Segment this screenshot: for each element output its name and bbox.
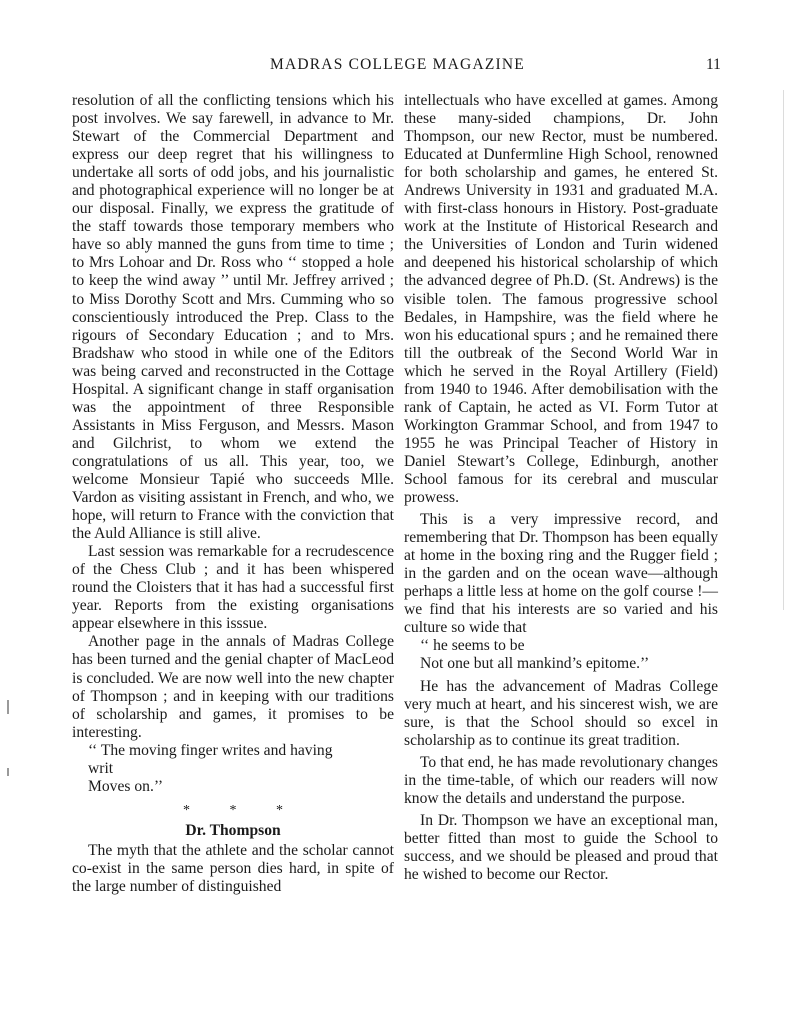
scan-edge [783,90,784,610]
verse-quotation [404,637,718,673]
paragraph-conclusion: In Dr. Thompson we have an exceptional man, better fitted than most to guide the School to success, and we should be pleased and proud that he wished to become our Rector. [404,811,718,883]
verse-line: writ [88,759,114,777]
paragraph-biography: intellectuals who have excelled at games. Among these many-sided champions, Dr. John Thompson, our new Rector, must be numbered. Educated at Dunfermline High School, renowned for both scholarship and games, he entered St. Andrews University in 1931 and graduated M.A. with first-class honours in History. Post-graduate work at the Institute of Historical Research and the Universities of London and Turin widened and deepened his historical scholarship of which the advanced degree of Ph.D. (St. Andrews) is the visible tolen. The famous progressive school Bedales, in Hampshire, was the field where he won his educational spurs ; and he remained there till the outbreak of the Second World War in which he served in the Royal Artillery (Field) from 1940 to 1946. After demobilisation with the rank of Captain, he acted as VI. Form Tutor at Workington Grammar School, and from 1947 to 1955 he was Principal Teacher of History in Daniel Stewart’s College, Edinburgh, another School famous for its cerebral and muscular prowess. [404,92,718,507]
running-header [0,56,800,80]
scan-mark [7,768,9,776]
magazine-title: MADRAS COLLEGE MAGAZINE [270,56,525,73]
paragraph-advancement: He has the advancement of Madras College very much at heart, and his sincerest wish, we are sure, is that the School should so excel in scholarship as to continue its great tradition. [404,677,718,749]
page-number: 11 [706,56,721,73]
right-column [404,92,718,884]
scan-mark [7,700,9,714]
verse-line: ‘‘ he seems to be [420,637,525,655]
paragraph-new-chapter: Another page in the annals of Madras College has been turned and the genial chapter of MacLeod is concluded. We are now well into the new chapter of Thompson ; and in keeping with our traditions of scholarship and games, it promises to be interesting. [72,633,394,741]
paragraph-record: This is a very impressive record, and remembering that Dr. Thompson has been equally at home in the boxing ring and the Rugger field ; in the garden and on the ocean wave—although perhaps a little less at home on the golf course !—we find that his interests are so varied and his culture so wide that [404,511,718,637]
section-divider: * * * [183,802,301,818]
left-column [72,92,394,896]
paragraph-staff-changes: resolution of all the conflicting tensions which his post involves. We say farewell, in advance to Mr. Stewart of the Commercial Department and express our deep regret that his willingness to undertake all sorts of odd jobs, and his journalistic and photographical experience will no longer be at our disposal. Finally, we express the gratitude of the staff towards those temporary members who have so ably manned the guns from time to time ; to Mrs Lohoar and Dr. Ross who ‘‘ stopped a hole to keep the wind away ’’ until Mr. Jeffrey arrived ; to Miss Dorothy Scott and Mrs. Cumming who so conscientiously introduced the Prep. Class to the rigours of Secondary Education ; and to Mrs. Bradshaw who stood in while one of the Editors was being carved and reconstructed in the Cottage Hospital. A significant change in staff organisation was the appointment of three Responsible Assistants in Miss Ferguson, and Messrs. Mason and Gilchrist, to whom we extend the congratulations of us all. This year, too, we welcome Monsieur Tapié who succeeds Mlle. Vardon as visiting assistant in French, and who, we hope, will return to France with the conviction that the Auld Alliance is still alive. [72,92,394,543]
verse-quotation [72,742,394,796]
verse-line: Not one but all mankind’s epitome.’’ [420,655,650,673]
paragraph-chess-club: Last session was remarkable for a recrudescence of the Chess Club ; and it has been whispered round the Cloisters that it has had a successful first year. Reports from the existing organisations appear elsewhere in this isssue. [72,543,394,633]
paragraph-time-table: To that end, he has made revolutionary changes in the time-table, of which our readers will now know the details and understand the purpose. [404,753,718,807]
paragraph-myth: The myth that the athlete and the scholar cannot co-exist in the same person dies hard, in spite of the large number of distinguished [72,841,394,896]
verse-line: ‘‘ The moving finger writes and having [88,741,333,759]
verse-line: Moves on.’’ [88,777,164,795]
section-heading: Dr. Thompson [185,821,281,839]
